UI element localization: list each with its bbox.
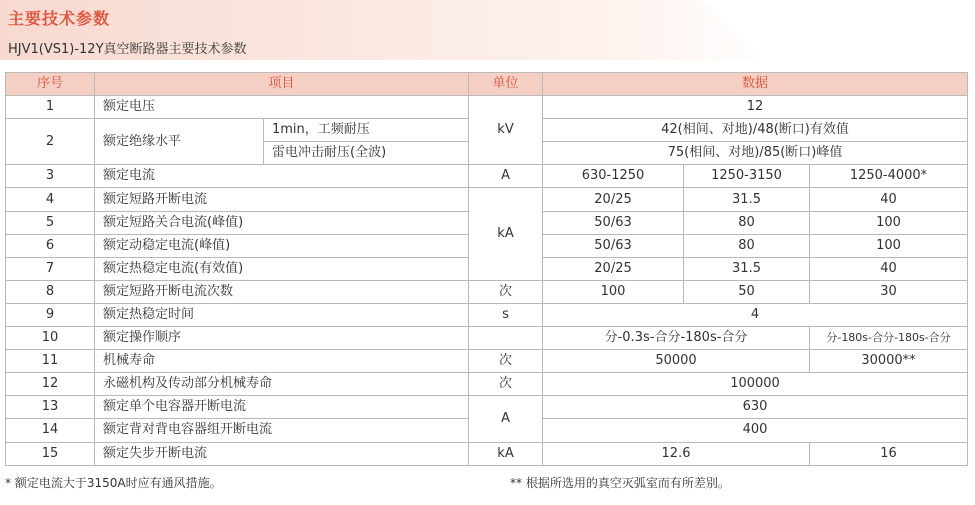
row-no: 9 <box>6 303 95 326</box>
row-no: 8 <box>6 280 95 303</box>
row-item: 额定电压 <box>95 96 469 119</box>
row-unit: 次 <box>469 373 543 396</box>
row-data: 400 <box>543 419 968 442</box>
row-no: 13 <box>6 396 95 419</box>
row-unit: kV <box>469 96 543 165</box>
section-title: 主要技术参数 <box>8 9 111 28</box>
row-unit: kA <box>469 188 543 280</box>
row-data-2: 1250-3150 <box>684 165 810 188</box>
row-unit: 次 <box>469 350 543 373</box>
row-item: 额定绝缘水平 <box>95 119 264 165</box>
row-no: 6 <box>6 234 95 257</box>
row-no: 1 <box>6 96 95 119</box>
table-row <box>6 165 968 188</box>
row-subitem: 雷电冲击耐压(全波) <box>264 142 469 165</box>
row-no: 5 <box>6 211 95 234</box>
row-unit: A <box>469 396 543 442</box>
row-data-1: 50/63 <box>543 211 684 234</box>
table-row <box>6 303 968 326</box>
header-unit: 单位 <box>469 73 543 96</box>
row-unit: 次 <box>469 280 543 303</box>
row-unit <box>469 327 543 350</box>
row-item: 额定单个电容器开断电流 <box>95 396 469 419</box>
row-data-3: 40 <box>810 257 968 280</box>
row-no: 14 <box>6 419 95 442</box>
row-item: 额定短路开断电流次数 <box>95 280 469 303</box>
row-item: 额定短路开断电流 <box>95 188 469 211</box>
table-row <box>6 350 968 373</box>
row-data: 75(相间、对地)/85(断口)峰值 <box>543 142 968 165</box>
row-data: 42(相间、对地)/48(断口)有效值 <box>543 119 968 142</box>
row-data-3: 30 <box>810 280 968 303</box>
table-row <box>6 327 968 350</box>
row-data: 4 <box>543 303 968 326</box>
row-data-1: 50/63 <box>543 234 684 257</box>
row-subitem: 1min，工频耐压 <box>264 119 469 142</box>
table-row <box>6 96 968 119</box>
row-data-1: 20/25 <box>543 257 684 280</box>
row-no: 15 <box>6 442 95 465</box>
row-data-1: 630-1250 <box>543 165 684 188</box>
header-row <box>6 73 968 96</box>
row-data-2: 80 <box>684 211 810 234</box>
row-data-1: 20/25 <box>543 188 684 211</box>
row-item: 机械寿命 <box>95 350 469 373</box>
row-data-3: 16 <box>810 442 968 465</box>
row-unit: kA <box>469 442 543 465</box>
row-data-2: 31.5 <box>684 188 810 211</box>
row-item: 额定操作顺序 <box>95 327 469 350</box>
table-row <box>6 188 968 211</box>
row-item: 额定电流 <box>95 165 469 188</box>
row-no: 2 <box>6 119 95 165</box>
row-unit: A <box>469 165 543 188</box>
table-row <box>6 396 968 419</box>
spec-table <box>5 72 968 466</box>
row-data-12: 50000 <box>543 350 810 373</box>
row-data-3: 1250-4000* <box>810 165 968 188</box>
row-data-12: 12.6 <box>543 442 810 465</box>
footnote-right: ** 根据所选用的真空灭弧室而有所差别。 <box>510 476 730 490</box>
row-data-3: 40 <box>810 188 968 211</box>
row-no: 12 <box>6 373 95 396</box>
header-no: 序号 <box>6 73 95 96</box>
row-item: 永磁机构及传动部分机械寿命 <box>95 373 469 396</box>
row-data-1: 100 <box>543 280 684 303</box>
row-data-3: 100 <box>810 211 968 234</box>
footnote-left: * 额定电流大于3150A时应有通风措施。 <box>5 476 222 490</box>
row-data-2: 80 <box>684 234 810 257</box>
row-item: 额定热稳定电流(有效值) <box>95 257 469 280</box>
table-row <box>6 373 968 396</box>
row-data-3: 30000** <box>810 350 968 373</box>
row-data: 630 <box>543 396 968 419</box>
row-data: 12 <box>543 96 968 119</box>
row-no: 4 <box>6 188 95 211</box>
header-data: 数据 <box>543 73 968 96</box>
table-caption: HJV1(VS1)-12Y真空断路器主要技术参数 <box>8 42 247 57</box>
row-item: 额定背对背电容器组开断电流 <box>95 419 469 442</box>
table-row <box>6 280 968 303</box>
row-no: 7 <box>6 257 95 280</box>
row-data-12: 分-0.3s-合分-180s-合分 <box>543 327 810 350</box>
header-item: 项目 <box>95 73 469 96</box>
row-item: 额定短路关合电流(峰值) <box>95 211 469 234</box>
row-data-3: 100 <box>810 234 968 257</box>
row-data-2: 50 <box>684 280 810 303</box>
row-item: 额定动稳定电流(峰值) <box>95 234 469 257</box>
row-data: 100000 <box>543 373 968 396</box>
row-item: 额定热稳定时间 <box>95 303 469 326</box>
row-data-3: 分-180s-合分-180s-合分 <box>810 327 968 350</box>
row-item: 额定失步开断电流 <box>95 442 469 465</box>
row-no: 10 <box>6 327 95 350</box>
row-unit: s <box>469 303 543 326</box>
row-data-2: 31.5 <box>684 257 810 280</box>
row-no: 11 <box>6 350 95 373</box>
row-no: 3 <box>6 165 95 188</box>
table-row <box>6 442 968 465</box>
